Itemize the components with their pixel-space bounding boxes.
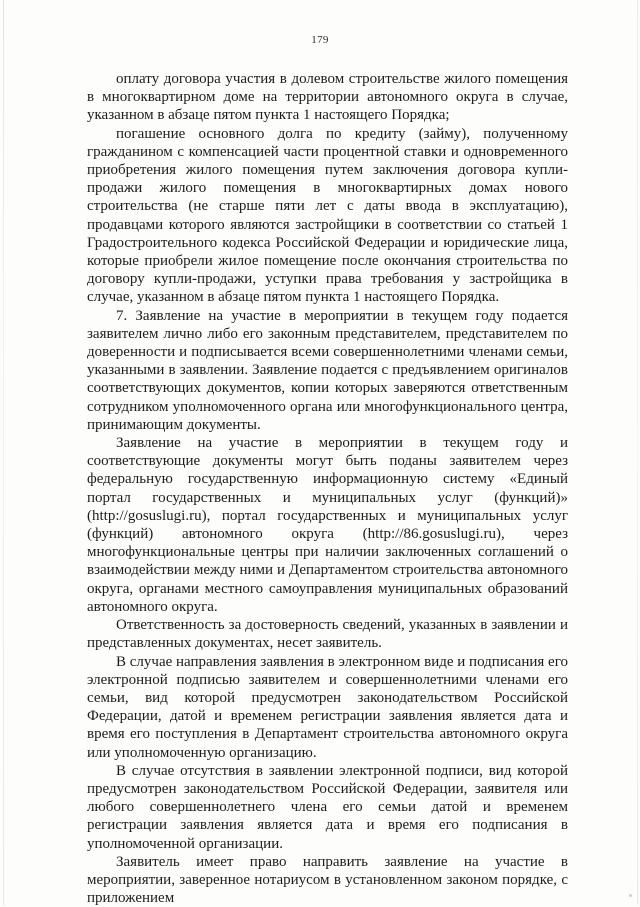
paragraph: Ответственность за достоверность сведений, указанных в заявлении и представленных документах, несет заявитель. <box>87 617 568 652</box>
paragraph: 7. Заявление на участие в мероприятии в текущем году подается заявителем лично либо его законным представителем, представителем по доверенности и подписывается всеми совершеннолетними членами семьи, указанными в заявлении. Заявление подается с предъявлением оригиналов соответствующих документов, копии которых заверяются ответственным сотрудником уполномоченного органа или многофункционального центра, принимающим документы. <box>87 307 568 433</box>
paragraph: В случае направления заявления в электронном виде и подписания его электронной подписью заявителем и совершеннолетними членами его семьи, вид которой предусмотрен законодательством Российской Федерации, датой и временем регистрации заявления является дата и время его поступления в Департамент строительства автономного округа или уполномоченную организацию. <box>87 653 568 761</box>
scan-edge-right <box>637 0 638 905</box>
document-body <box>87 70 568 907</box>
scan-speck <box>629 894 632 897</box>
paragraph: погашение основного долга по кредиту (займу), полученному гражданином с компенсацией части процентной ставки и одновременного приобретения жилого помещения путем заключения договора купли-продажи жилого помещения в многоквартирных домах нового строительства (не старше пяти лет с даты ввода в эксплуатацию), продавцами которого являются застройщики в соответствии со статьей 1 Градостроительного кодекса Российской Федерации и юридические лица, которые приобрели жилое помещение после окончания строительства по договору купли-продажи, уступки права требования у застройщика в случае, указанном в абзаце пятом пункта 1 настоящего Порядка. <box>87 125 568 306</box>
paragraph: Заявление на участие в мероприятии в текущем году и соответствующие документы могут быть поданы заявителем через федеральную государственную информационную систему «Единый портал государственных и муниципальных услуг (функций)» (http://gosuslugi.ru), портал государственных и муниципальных услуг (функций) автономного округа (http://86.gosuslugi.ru), через многофункциональные центры при наличии заключенных соглашений о взаимодействии между ними и Департаментом строительства автономного округа, органами местного самоуправления муниципальных образований автономного округа. <box>87 435 568 615</box>
paragraph: оплату договора участия в долевом строительстве жилого помещения в многоквартирном доме на территории автономного округа в случае, указанном в абзаце пятом пункта 1 настоящего Порядка; <box>87 71 568 124</box>
paragraph: В случае отсутствия в заявлении электронной подписи, вид которой предусмотрен законодательством Российской Федерации, заявителя или любого совершеннолетнего члена его семьи датой и временем регистрации заявления является дата и время его подписания в уполномоченной организации. <box>87 762 568 852</box>
scan-edge-left <box>3 0 4 905</box>
paragraph: Заявитель имеет право направить заявление на участие в мероприятии, заверенное нотариусом в установленном законом порядке, с приложением <box>87 853 568 907</box>
page-number: 179 <box>311 34 329 46</box>
